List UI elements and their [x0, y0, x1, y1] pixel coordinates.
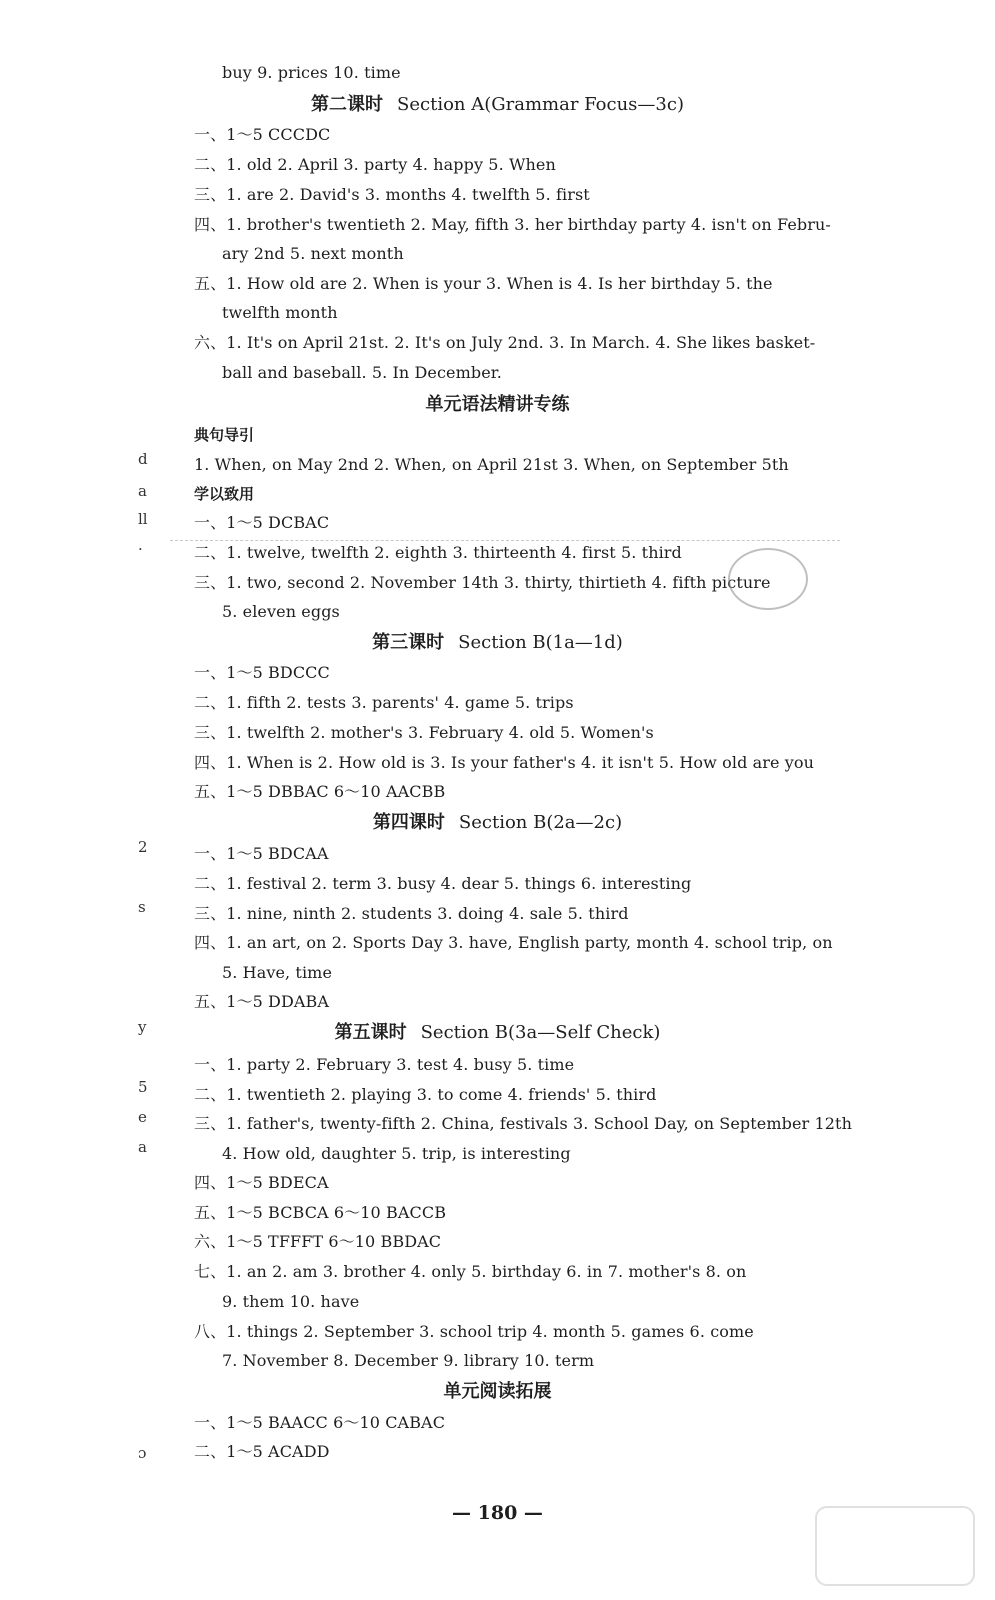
- answer-line: 二、1. twelve, twelfth 2. eighth 3. thirteenth 4. first 5. third: [194, 543, 682, 562]
- answer-line: 六、1. It's on April 21st. 2. It's on July 2nd. 3. In March. 4. She likes basket-: [194, 333, 816, 352]
- heading-title: 单元语法精讲专练: [425, 394, 570, 415]
- answer-line: 二、1. fifth 2. tests 3. parents' 4. game 5. trips: [194, 693, 574, 712]
- answer-line: 一、1～5 BAACC 6～10 CABAC: [194, 1413, 446, 1432]
- answer-line: 1. When, on May 2nd 2. When, on April 21st 3. When, on September 5th: [194, 455, 789, 474]
- margin-char: 2: [138, 838, 148, 856]
- answer-line: 三、1. are 2. David's 3. months 4. twelfth 5. first: [194, 185, 590, 204]
- answer-line: 一、1～5 BDCAA: [194, 844, 329, 863]
- margin-char: d: [138, 450, 148, 468]
- answer-line: 三、1. twelfth 2. mother's 3. February 4. old 5. Women's: [194, 723, 654, 742]
- margin-char: s: [138, 898, 146, 916]
- answer-line: 二、1～5 ACADD: [194, 1442, 330, 1461]
- lesson-heading: [0, 1020, 995, 1046]
- answer-line: 一、1～5 DCBAC: [194, 513, 330, 532]
- heading-title: 第四课时: [372, 812, 445, 833]
- subhead-apply: 学以致用: [194, 485, 255, 503]
- answer-line: twelfth month: [222, 303, 338, 322]
- answer-line: 四、1～5 BDECA: [194, 1173, 329, 1192]
- lesson-heading: [0, 630, 995, 656]
- answer-line: 二、1. twentieth 2. playing 3. to come 4. friends' 5. third: [194, 1085, 657, 1104]
- answer-line: 五、1. How old are 2. When is your 3. When is 4. Is her birthday 5. the: [194, 274, 773, 293]
- answer-line: 八、1. things 2. September 3. school trip 4. month 5. games 6. come: [194, 1322, 754, 1341]
- margin-char: 5: [138, 1078, 148, 1096]
- margin-char: a: [138, 482, 147, 500]
- watermark-logo: [815, 1506, 975, 1586]
- heading-title: 第五课时: [334, 1022, 407, 1043]
- answer-line: 一、1. party 2. February 3. test 4. busy 5. time: [194, 1055, 575, 1074]
- answer-line: 四、1. an art, on 2. Sports Day 3. have, English party, month 4. school trip, on: [194, 933, 833, 952]
- answer-line: 7. November 8. December 9. library 10. term: [222, 1351, 595, 1370]
- answer-line: 六、1～5 TFFFT 6～10 BBDAC: [194, 1232, 442, 1251]
- heading-section: Section B(3a—Self Check): [420, 1022, 661, 1043]
- heading-title: 单元阅读拓展: [443, 1381, 552, 1402]
- answer-line: 二、1. festival 2. term 3. busy 4. dear 5. things 6. interesting: [194, 874, 692, 893]
- answer-line: 五、1～5 BCBCA 6～10 BACCB: [194, 1203, 447, 1222]
- answer-line: 四、1. When is 2. How old is 3. Is your father's 4. it isn't 5. How old are you: [194, 753, 815, 772]
- answer-line: 三、1. nine, ninth 2. students 3. doing 4. sale 5. third: [194, 904, 629, 923]
- answer-line: 一、1～5 BDCCC: [194, 663, 330, 682]
- dashed-divider: [170, 540, 840, 541]
- answer-line: 七、1. an 2. am 3. brother 4. only 5. birthday 6. in 7. mother's 8. on: [194, 1262, 747, 1281]
- answer-line: ball and baseball. 5. In December.: [222, 363, 502, 382]
- heading-title: 第二课时: [311, 94, 384, 115]
- subhead-typical-sentences: 典句导引: [194, 426, 255, 444]
- lesson-heading: [0, 810, 995, 836]
- unit-reading-heading: [0, 1379, 995, 1405]
- answer-line: 9. them 10. have: [222, 1292, 360, 1311]
- margin-char: y: [138, 1018, 147, 1036]
- answer-line: 5. Have, time: [222, 963, 333, 982]
- margin-char: ·: [138, 540, 143, 558]
- heading-section: Section B(2a—2c): [458, 812, 623, 833]
- answer-line: 四、1. brother's twentieth 2. May, fifth 3. her birthday party 4. isn't on Febru-: [194, 215, 831, 234]
- answer-line: 5. eleven eggs: [222, 602, 340, 621]
- answer-line: ary 2nd 5. next month: [222, 244, 404, 263]
- heading-section: Section A(Grammar Focus—3c): [397, 94, 684, 115]
- margin-char: ɔ: [138, 1444, 147, 1462]
- answer-line: 一、1～5 CCCDC: [194, 125, 331, 144]
- margin-char: e: [138, 1108, 147, 1126]
- lesson-heading: [0, 92, 995, 118]
- answer-line: 五、1～5 DDABA: [194, 992, 330, 1011]
- answer-line: 三、1. two, second 2. November 14th 3. thirty, thirtieth 4. fifth picture: [194, 573, 771, 592]
- answer-line: 五、1～5 DBBAC 6～10 AACBB: [194, 782, 446, 801]
- answer-line: buy 9. prices 10. time: [222, 63, 401, 82]
- margin-char: a: [138, 1138, 147, 1156]
- heading-title: 第三课时: [372, 632, 445, 653]
- margin-char: ll: [138, 510, 148, 528]
- unit-grammar-heading: [0, 392, 995, 418]
- answer-line: 三、1. father's, twenty-fifth 2. China, festivals 3. School Day, on September 12th: [194, 1114, 852, 1133]
- answer-line: 二、1. old 2. April 3. party 4. happy 5. When: [194, 155, 556, 174]
- answer-line: 4. How old, daughter 5. trip, is interesting: [222, 1144, 571, 1163]
- page-number: — 180 —: [452, 1502, 543, 1524]
- heading-section: Section B(1a—1d): [458, 632, 623, 653]
